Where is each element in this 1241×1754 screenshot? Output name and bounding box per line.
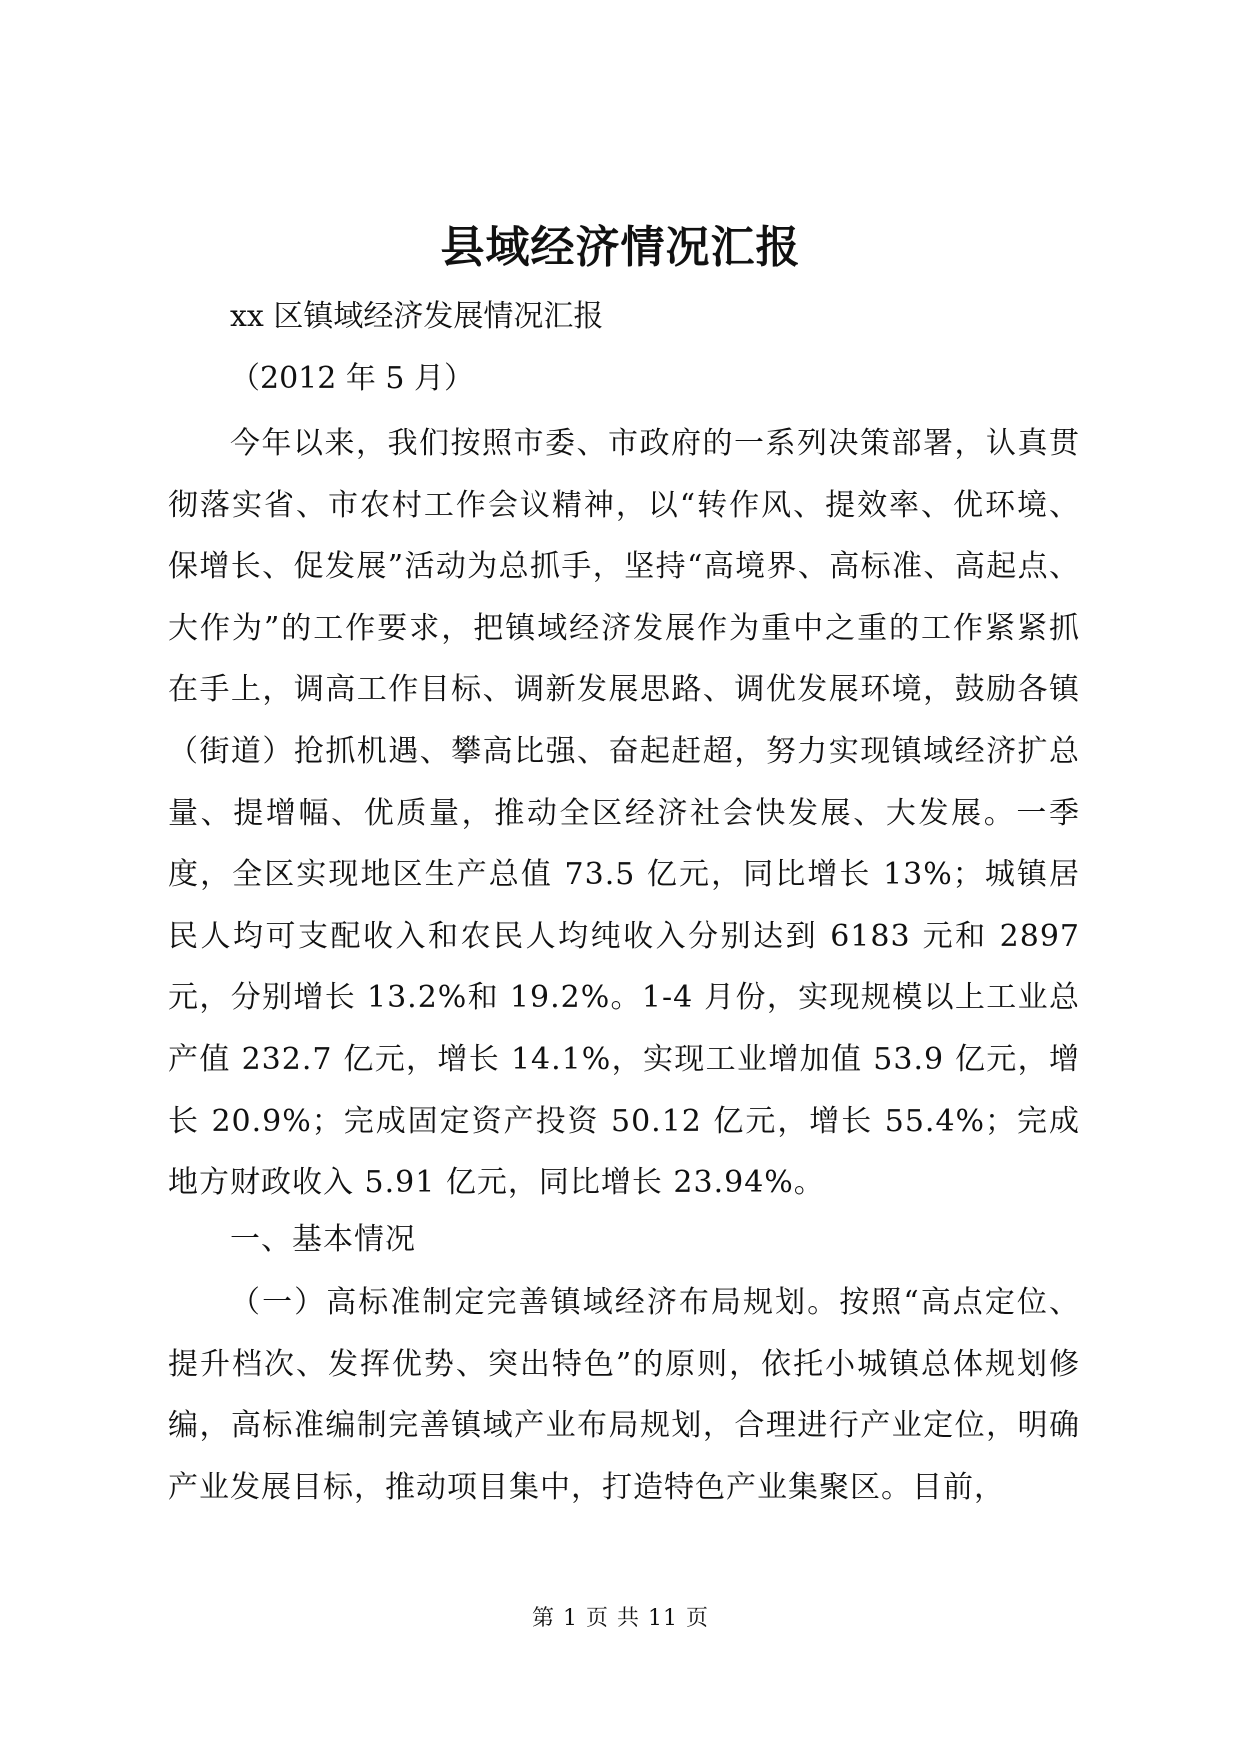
body-paragraph-1: 今年以来，我们按照市委、市政府的一系列决策部署，认真贯彻落实省、市农村工作会议精神，以“转作风、提效率、优环境、保增长、促发展”活动为总抓手，坚持“高境界、高标准、高起点、大作为”的工作要求，把镇域经济发展作为重中之重的工作紧紧抓在手上，调高工作目标、调新发展思路、调优发展环境，鼓励各镇（街道）抢抓机遇、攀高比强、奋起赶超，努力实现镇域经济扩总量、提增幅、优质量，推动全区经济社会快发展、大发展。一季度，全区实现地区生产总值 73.5 亿元，同比增长 13%；城镇居民人均可支配收入和农民人均纯收入分别达到 6183 元和 2897 元，分别增长 13.2%和 19.2%。1-4 月份，实现规模以上工业总产值 232.7 亿元，增长 14.1%，实现工业增加值 53.9 亿元，增长 20.9%；完成固定资产投资 50.12 亿元，增长 55.4%；完成地方财政收入 5.91 亿元，同比增长 23.94%。 [168, 426, 1080, 1201]
document-subtitle: xx 区镇域经济发展情况汇报 [230, 299, 604, 334]
document-title: 县域经济情况汇报 [440, 222, 801, 273]
document-date: （2012 年 5 月） [230, 361, 475, 396]
page-footer: 第 1 页 共 11 页 [532, 1606, 709, 1631]
section-heading: 一、基本情况 [230, 1222, 416, 1257]
body-paragraph-2: （一）高标准制定完善镇域经济布局规划。按照“高点定位、提升档次、发挥优势、突出特色”的原则，依托小城镇总体规划修编，高标准编制完善镇域产业布局规划，合理进行产业定位，明确产业发展目标，推动项目集中，打造特色产业集聚区。目前， [168, 1285, 1080, 1505]
